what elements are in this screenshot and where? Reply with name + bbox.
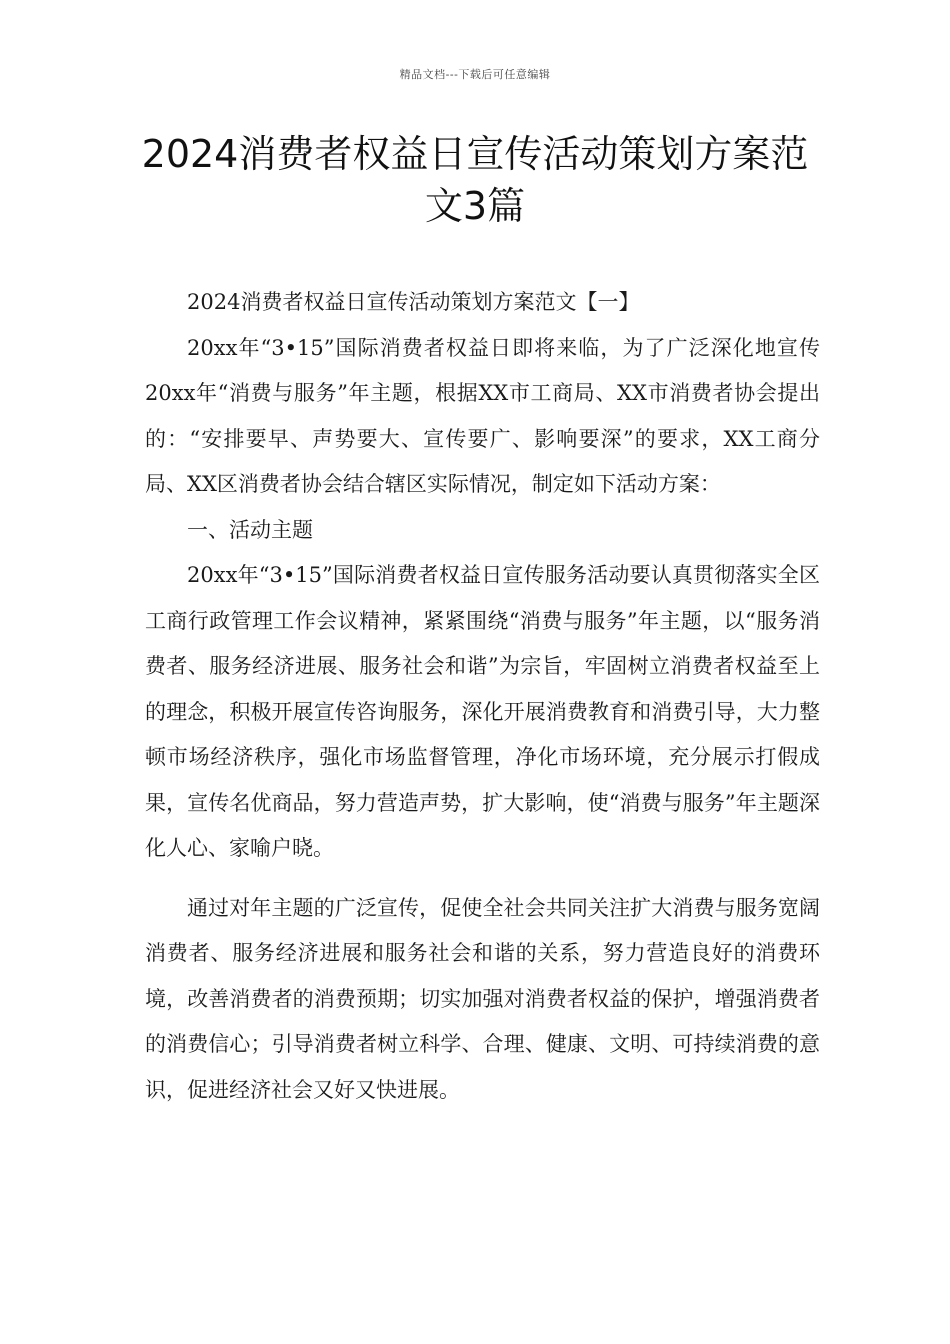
header-note: 精品文档---下载后可任意编辑 [399,68,551,81]
section-heading: 2024消费者权益日宣传活动策划方案范文【一】 [187,290,640,314]
purpose-paragraph: 通过对年主题的广泛宣传，促使全社会共同关注扩大消费与服务宽阔消费者、服务经济进展和服务社会和谐的关系，努力营造良好的消费环境，改善消费者的消费预期；切实加强对消费者权益的保护，增强消费者的消费信心；引导消费者树立科学、合理、健康、文明、可持续消费的意识，促进经济社会又好又快进展。 [145,895,820,1102]
document-title: 2024消费者权益日宣传活动策划方案范文3篇 [141,132,809,228]
document-body [145,280,820,1113]
intro-paragraph: 20xx年“3•15”国际消费者权益日即将来临，为了广泛深化地宣传20xx年“消费与服务”年主题，根据XX市工商局、XX市消费者协会提出的：“安排要早、声势要大、宣传要广、影响要深”的要求，XX工商分局、XX区消费者协会结合辖区实际情况，制定如下活动方案： [145,335,820,496]
subsection-heading: 一、活动主题 [187,517,313,542]
theme-paragraph: 20xx年“3•15”国际消费者权益日宣传服务活动要认真贯彻落实全区工商行政管理工作会议精神，紧紧围绕“消费与服务”年主题，以“服务消费者、服务经济进展、服务社会和谐”为宗旨，牢固树立消费者权益至上的理念，积极开展宣传咨询服务，深化开展消费教育和消费引导，大力整顿市场经济秩序，强化市场监督管理，净化市场环境，充分展示打假成果，宣传名优商品，努力营造声势，扩大影响，使“消费与服务”年主题深化人心、家喻户晓。 [145,563,820,860]
